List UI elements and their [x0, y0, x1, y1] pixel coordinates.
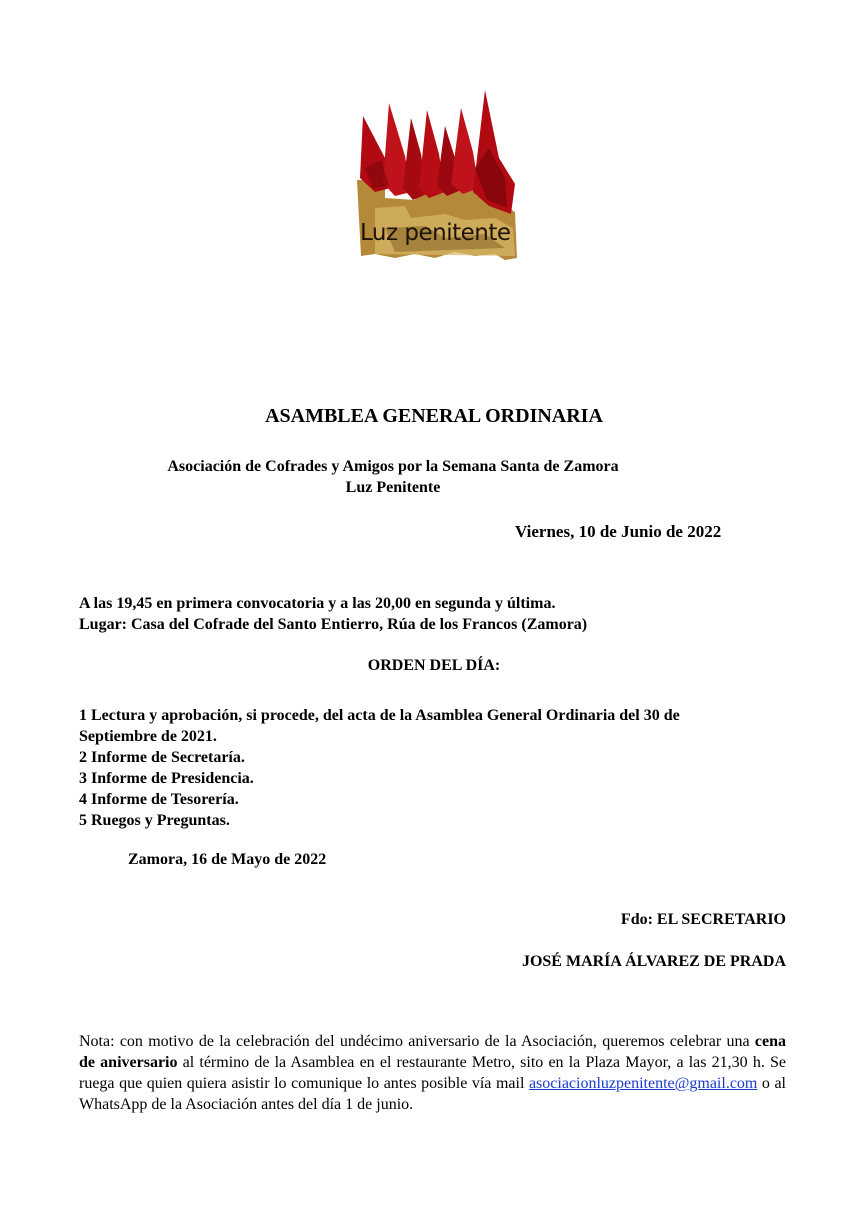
- place-date: Zamora, 16 de Mayo de 2022: [128, 851, 327, 868]
- logo-text: Luz penitente: [360, 220, 511, 246]
- note-text-1: Nota: con motivo de la celebración del undécimo aniversario de la Asociación, queremos celebrar una: [79, 1033, 755, 1050]
- agenda-item-5: 5 Ruegos y Preguntas.: [79, 812, 230, 829]
- note-text-3: o al WhatsApp de la Asociación antes del día 1 de junio.: [79, 1075, 787, 1113]
- note-text-2: al término de la Asamblea en el restaurante Metro, sito en la Plaza Mayor, a las 21,30 h. Se ruega que quien quiera asistir lo comunique lo antes posible vía mail: [79, 1054, 786, 1092]
- note-bold: cena de aniversario: [79, 1033, 786, 1071]
- email-link[interactable]: asociacionluzpenitente@gmail.com: [528, 1075, 758, 1092]
- agenda-item-1: 1 Lectura y aprobación, si procede, del acta de la Asamblea General Ordinaria del 30 de Septiembre de 2021.: [79, 707, 680, 745]
- association-short-name: Luz Penitente: [345, 479, 441, 496]
- page-title: ASAMBLEA GENERAL ORDINARIA: [265, 405, 603, 427]
- meeting-date: Viernes, 10 de Junio de 2022: [515, 522, 722, 541]
- agenda-heading: ORDEN DEL DÍA:: [367, 657, 501, 674]
- agenda-item-4: 4 Informe de Tesorería.: [79, 791, 239, 808]
- agenda-list: [79, 705, 759, 831]
- signature-name: JOSÉ MARÍA ÁLVAREZ DE PRADA: [521, 953, 786, 970]
- logo: [355, 88, 525, 268]
- signature-role: Fdo: EL SECRETARIO: [620, 911, 786, 928]
- association-name: Asociación de Cofrades y Amigos por la Semana Santa de Zamora: [167, 458, 619, 475]
- association-block: [145, 456, 641, 498]
- meeting-details: [79, 593, 779, 635]
- note-paragraph: [79, 1031, 786, 1115]
- agenda-item-3: 3 Informe de Presidencia.: [79, 770, 254, 787]
- meeting-place: Lugar: Casa del Cofrade del Santo Entierro, Rúa de los Francos (Zamora): [79, 616, 588, 633]
- agenda-item-2: 2 Informe de Secretaría.: [79, 749, 245, 766]
- meeting-time: A las 19,45 en primera convocatoria y a las 20,00 en segunda y última.: [79, 595, 556, 612]
